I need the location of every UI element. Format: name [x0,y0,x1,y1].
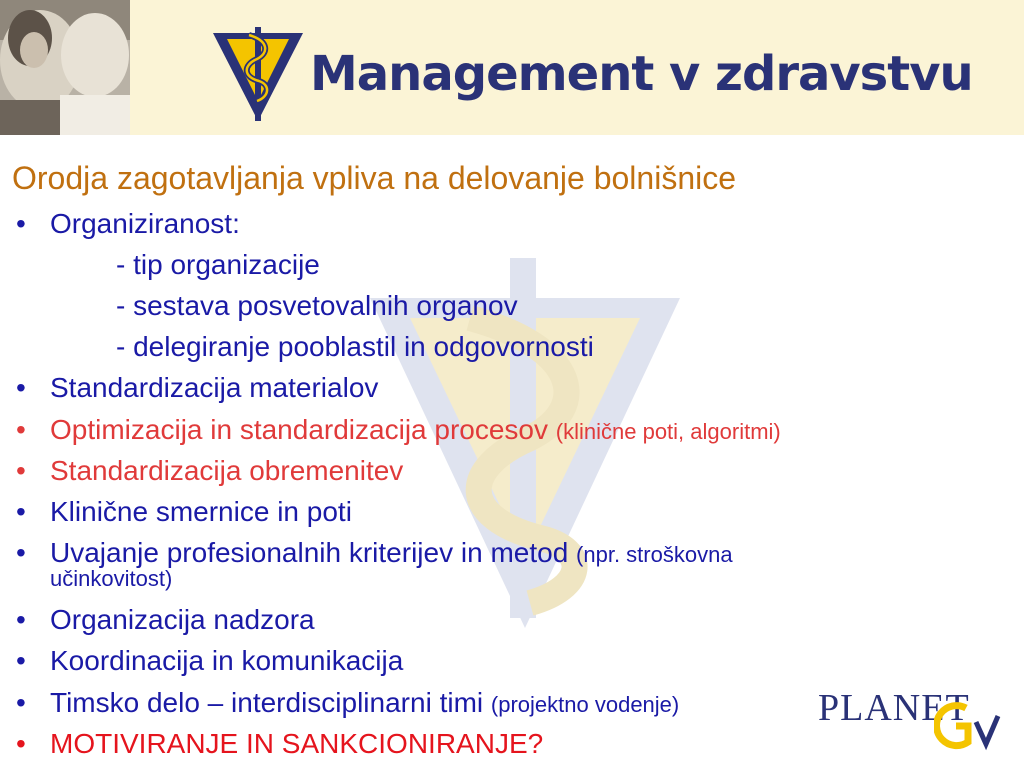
list-item-optimizacija [16,414,781,448]
item-text: Koordinacija in komunikacija [50,645,404,676]
bullet-icon: • [16,537,26,568]
item-note-continued: učinkovitost) [50,566,173,591]
item-text: Uvajanje profesionalnih kriterijev in metod [50,537,569,568]
list-item-koordinacija [16,645,404,677]
bullet-icon: • [16,208,26,239]
item-text: Optimizacija in standardizacija procesov [50,414,548,445]
bullet-icon: • [16,372,26,403]
item-text: MOTIVIRANJE IN SANKCIONIRANJE? [50,728,544,759]
item-text: Standardizacija obremenitev [50,455,404,486]
slide-title: Orodja zagotavljanja vpliva na delovanje bolnišnice [12,160,737,196]
item-note: (klinične poti, algoritmi) [555,419,781,444]
planet-gv-logo-icon [934,696,1004,757]
sub-item-tip-organizacije: - tip organizacije [116,249,320,280]
item-text: Organiziranost: [50,208,240,239]
item-text: Klinične smernice in poti [50,496,352,527]
list-item-obremenitev [16,455,404,487]
header-photo [0,0,130,135]
sub-item-sestava: - sestava posvetovalnih organov [116,290,518,321]
bullet-icon: • [16,687,26,718]
bullet-icon: • [16,645,26,676]
list-item-nadzor [16,604,315,636]
bullet-icon: • [16,728,26,759]
list-item-smernice [16,496,352,528]
caduceus-logo [213,25,303,130]
bullet-icon: • [16,414,26,445]
item-text: Timsko delo – interdisciplinarni timi [50,687,484,718]
bullet-icon: • [16,455,26,486]
item-note: (projektno vodenje) [490,692,680,717]
brand-title: Management v zdravstvu [310,46,973,102]
planet-logo-text: PLANET [818,687,970,729]
sub-item-delegiranje: - delegiranje pooblastil in odgovornosti [116,331,594,362]
item-note: (npr. stroškovna [576,542,733,567]
item-text: Organizacija nadzora [50,604,315,635]
item-text: Standardizacija materialov [50,372,379,403]
list-item-motiviranje [16,728,544,760]
list-item-organiziranost [16,208,240,240]
bullet-icon: • [16,604,26,635]
header-band [0,0,1024,135]
bullet-icon: • [16,496,26,527]
list-item-timsko-delo [16,687,680,721]
list-item-standardizacija-materialov [16,372,379,404]
